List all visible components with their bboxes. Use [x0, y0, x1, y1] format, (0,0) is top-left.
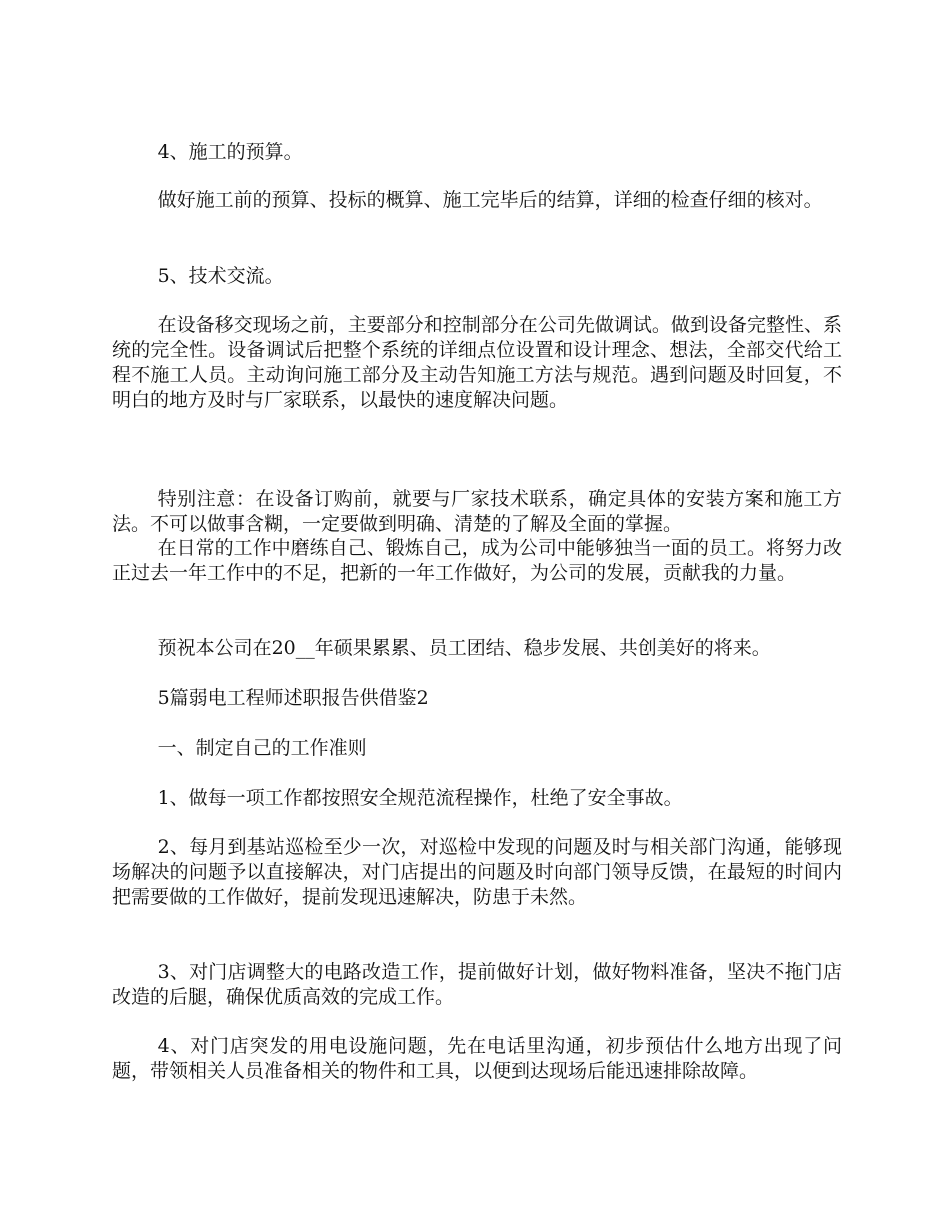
paragraph-special-note: 特别注意：在设备订购前，就要与厂家技术联系，确定具体的安装方案和施工方法。不可以做事含糊，一定要做到明确、清楚的了解及全面的掌握。: [112, 488, 842, 535]
section-title: 5篇弱电工程师述职报告供借鉴2: [157, 687, 429, 709]
list-item-2: 2、每月到基站巡检至少一次，对巡检中发现的问题及时与相关部门沟通，能够现场解决的问题予以直接解决，对门店提出的问题及时向部门领导反馈，在最短的时间内把需要做的工作做好，提前发现迅速解决，防患于未然。: [112, 836, 842, 908]
paragraph-tech-body: 在设备移交现场之前，主要部分和控制部分在公司先做调试。做到设备完整性、系统的完全性。设备调试后把整个系统的详细点位设置和设计理念、想法，全部交代给工程不施工人员。主动询问施工部分及主动告知施工方法与规范。遇到问题及时回复，不明白的地方及时与厂家联系，以最快的速度解决问题。: [112, 314, 842, 411]
subsection-heading: 一、制定自己的工作准则: [157, 737, 367, 759]
list-item-1: 1、做每一项工作都按照安全规范流程操作，杜绝了安全事故。: [157, 787, 683, 809]
paragraph-budget-heading: 4、施工的预算。: [157, 141, 303, 163]
list-item-3: 3、对门店调整大的电路改造工作，提前做好计划，做好物料准备，坚决不拖门店改造的后腿，确保优质高效的完成工作。: [112, 961, 842, 1008]
paragraph-tech-heading: 5、技术交流。: [157, 265, 284, 287]
paragraph-wishes: 预祝本公司在20__年硕果累累、员工团结、稳步发展、共创美好的将来。: [157, 637, 771, 659]
paragraph-budget-body: 做好施工前的预算、投标的概算、施工完毕后的结算，详细的检查仔细的核对。: [157, 189, 823, 211]
paragraph-daily-work: 在日常的工作中磨练自己、锻炼自己，成为公司中能够独当一面的员工。将努力改正过去一年工作中的不足，把新的一年工作做好，为公司的发展，贡献我的力量。: [112, 537, 842, 584]
list-item-4: 4、对门店突发的用电设施问题，先在电话里沟通，初步预估什么地方出现了问题，带领相关人员准备相关的物件和工具，以便到达现场后能迅速排除故障。: [112, 1035, 842, 1082]
